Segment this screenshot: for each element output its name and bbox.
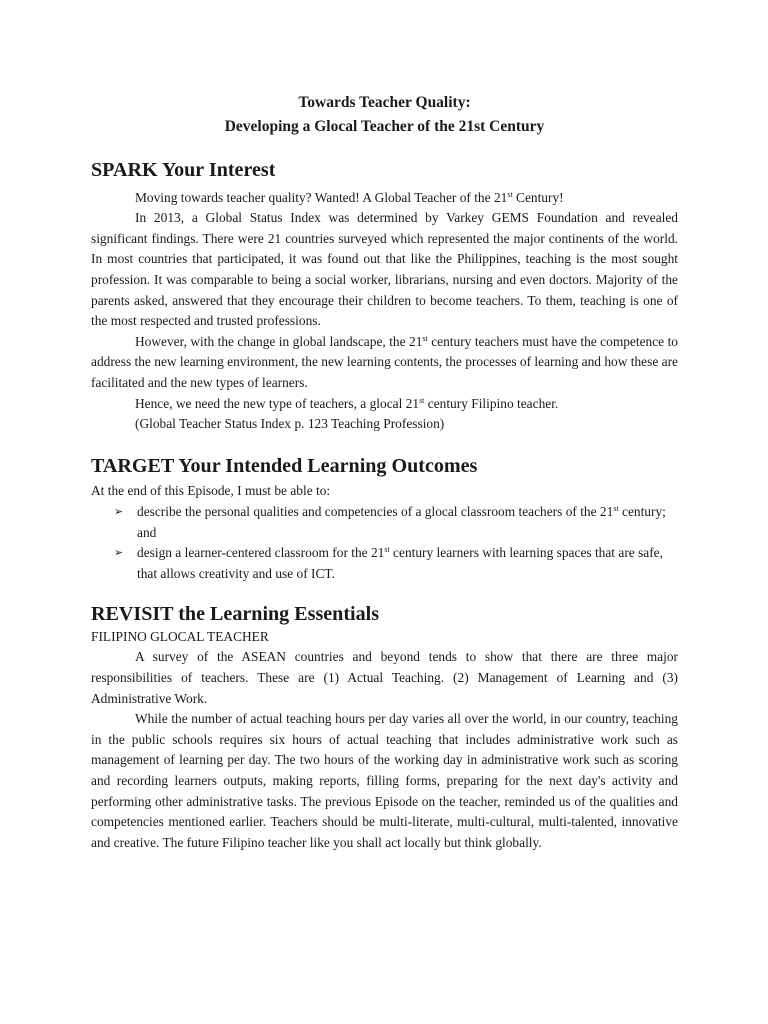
outcome-text: design a learner-centered classroom for the 21st century learners with learning spaces that are safe, that allows creativity and use of ICT. — [137, 545, 663, 581]
target-intro: At the end of this Episode, I must be able to: — [91, 483, 331, 499]
target-heading: TARGET Your Intended Learning Outcomes — [91, 454, 478, 477]
spark-citation: (Global Teacher Status Index p. 123 Teaching Profession) — [135, 416, 445, 432]
outcome-text: describe the personal qualities and competencies of a glocal classroom teachers of the 21st century; and — [137, 503, 666, 540]
spark-heading: SPARK Your Interest — [91, 159, 276, 181]
revisit-paragraph-1: A survey of the ASEAN countries and beyond tends to show that there are three major responsibilities of teachers. These are (1) Actual Teaching. (2) Management of Learning and (3) Administrative Work. — [91, 649, 678, 706]
revisit-subheading: FILIPINO GLOCAL TEACHER — [91, 628, 269, 644]
outcomes-list — [91, 502, 678, 584]
document-title-line-2: Developing a Glocal Teacher of the 21st Century — [224, 118, 545, 135]
spark-section — [91, 188, 678, 435]
document-title-line-1: Towards Teacher Quality: — [298, 94, 471, 111]
spark-paragraph-3: However, with the change in global landscape, the 21st century teachers must have the competence to address the new learning environment, the new learning contents, the processes of learning and how these are facilitated and the new types of learners. — [91, 333, 678, 390]
revisit-paragraph-2: While the number of actual teaching hours per day varies all over the world, in our country, teaching in the public schools requires six hours of actual teaching that includes administrative work such as management of learning per day. The two hours of the working day in administrative work such as scoring and recording learners outputs, making reports, filling forms, preparing for the next day's activity and performing other administrative tasks. The previous Episode on the teacher, reminded us of the qualities and competencies mentioned earlier. Teachers should be multi-literate, multi-cultural, multi-talented, innovative and creative. The future Filipino teacher like you shall act locally but think globally. — [91, 711, 678, 850]
revisit-section — [91, 647, 678, 853]
spark-paragraph-4: Hence, we need the new type of teachers, a glocal 21st century Filipino teacher. — [135, 395, 559, 411]
arrowhead-bullet-icon: ➢ — [114, 546, 124, 560]
list-item — [91, 502, 678, 543]
arrowhead-bullet-icon: ➢ — [114, 504, 124, 518]
revisit-heading: REVISIT the Learning Essentials — [91, 603, 380, 626]
spark-paragraph-1: Moving towards teacher quality? Wanted! A Global Teacher of the 21st Century! — [135, 189, 564, 205]
target-section — [91, 481, 678, 584]
spark-paragraph-2: In 2013, a Global Status Index was determined by Varkey GEMS Foundation and revealed significant findings. There were 21 countries surveyed which represented the major continents of the world. In most countries that participated, it was found out that like the Philippines, teaching is the most sought profession. It was comparable to being a social worker, librarians, nursing and even doctors. Majority of the parents asked, answered that they encourage their children to become teachers. To them, teaching is one of the most respected and trusted professions. — [91, 210, 678, 329]
document-page — [91, 91, 678, 853]
list-item — [91, 543, 678, 584]
